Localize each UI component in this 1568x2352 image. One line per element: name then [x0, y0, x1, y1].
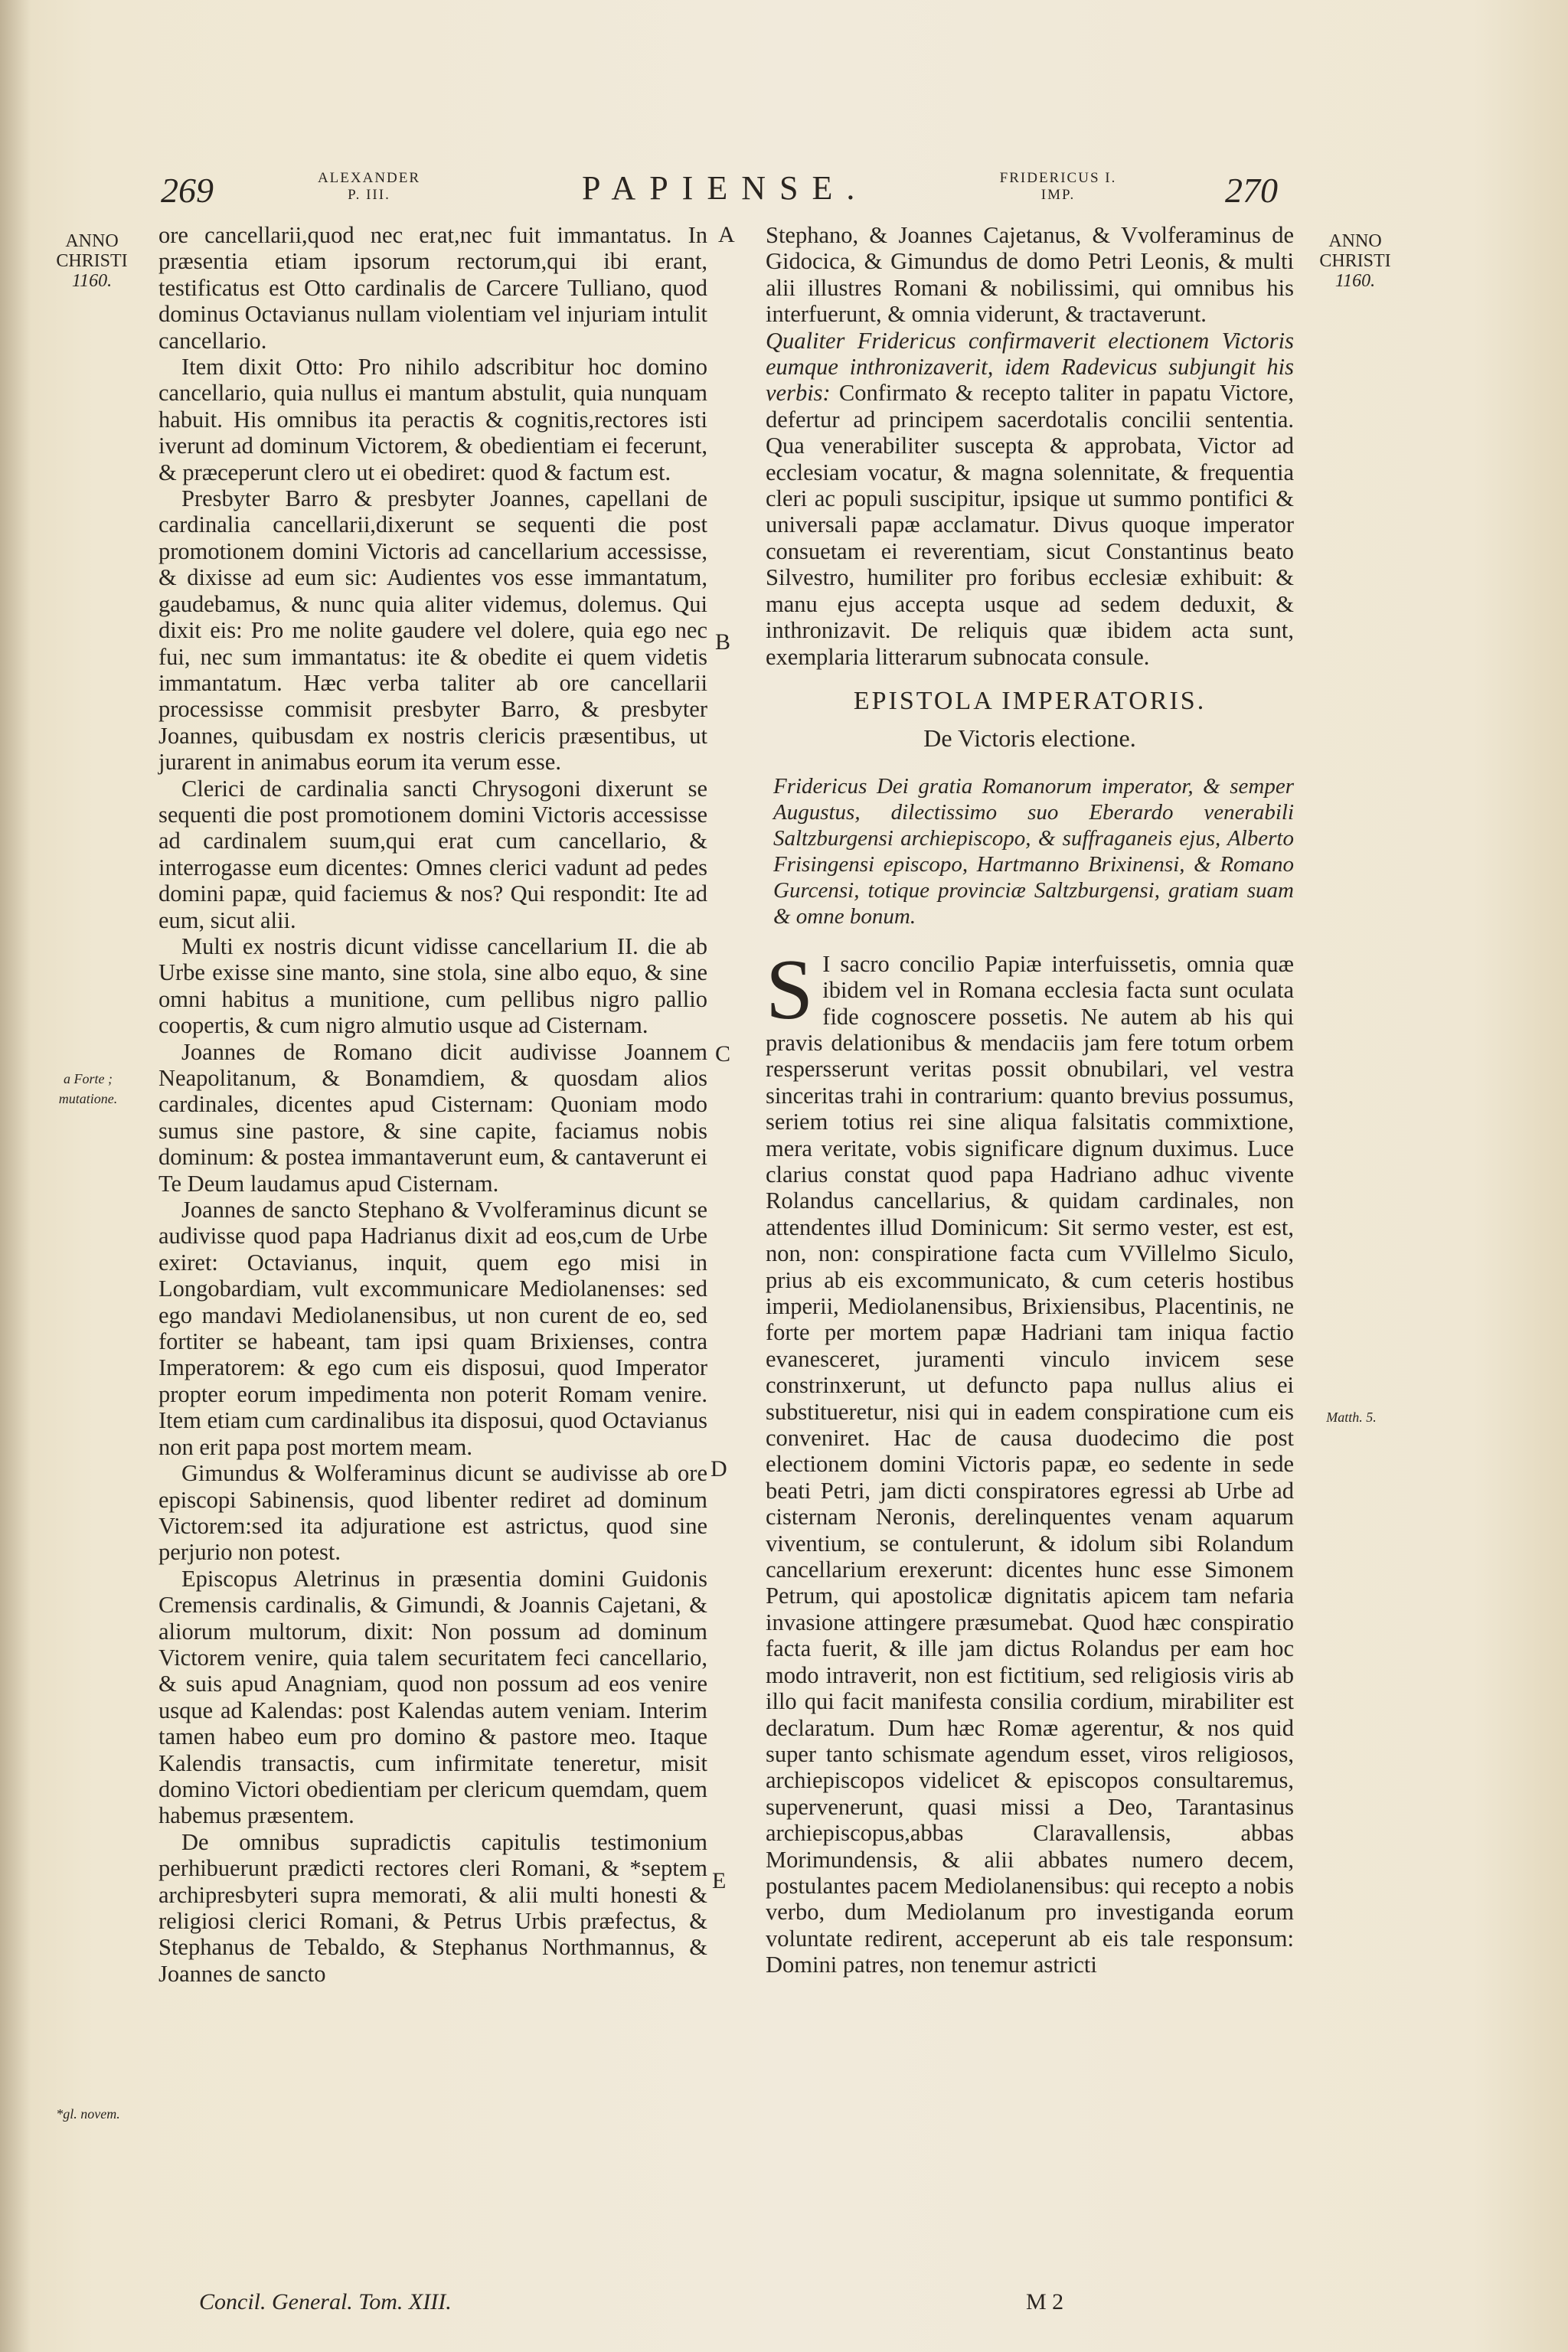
section-marker-b: B — [715, 629, 731, 655]
left-paragraph-9: Episcopus Aletrinus in præsentia domini Guidonis Cremensis cardinalis, & Gimundi, & Joannis Cajetani, & aliorum multorum, dixit: Non possum ad dominum Victorem venire, quia talem securitatem feci cancellario, & suis apud Anagniam, quod non possum ad eos venire usque ad Kalendas: post Kalendas autem veniam. Interim tamen habeo eum pro domino & pastore meo. Itaque Kalendis transactis, cum infirmitate teneretur, misit domino Victori obedientiam per clericum quemdam, quem habemus præsentem. — [158, 1565, 707, 1829]
header-left-line1: ALEXANDER — [317, 170, 421, 186]
margin-year-left-line1: ANNO — [65, 231, 119, 251]
left-paragraph-2: Item dixit Otto: Pro nihilo adscribitur hoc domino cancellario, quia nullus ei mantum abstulit, quia nunquam habuit. His omnibus ita peractis & cognitis,rectores isti iverunt ad dominum Victorem, & obedientiam ei fecerunt, & præceperunt clero ut ei obediret: quod & factum est. — [158, 354, 707, 485]
margin-year-left-line2: CHRISTI — [56, 251, 128, 271]
header-right-line2: IMP. — [1040, 187, 1076, 203]
epistola-subtitle: De Victoris electione. — [923, 724, 1136, 753]
right-intro: Stephano, & Joannes Cajetanus, & Vvolferaminus de Gidocica, & Gimundus de domo Petri Leonis, & multi alii illustres Romani & nobilissimi, qui omnibus his interfuerunt, & omnia viderunt, & tractaverunt. — [766, 222, 1294, 328]
page-number-right: 270 — [1225, 171, 1278, 210]
left-paragraph-5: Multi ex nostris dicunt vidisse cancellarium II. die ab Urbe exisse sine manto, sine stola, sine albo equo, & sine omni habitus a munitione, cum pellibus nigro pallio coopertis, & cum nigro almutio usque ad Cisternam. — [158, 933, 707, 1039]
left-paragraph-4: Clerici de cardinalia sancti Chrysogoni dixerunt se sequenti die post promotionem domini Victoris accessisse ad cardinalem suum,qui erat cum cancellario, & interrogasse eum dicentes: Omnes clerici vadunt ad pedes domini papæ, quid faciemus & nos? Qui respondit: Ite ad eum, sicut alii. — [158, 775, 707, 933]
margin-year-left-line3: 1160. — [71, 271, 113, 291]
page-title: PAPIENSE. — [582, 169, 869, 207]
header-left-line2: P. III. — [348, 187, 390, 203]
margin-year-right-line1: ANNO — [1328, 231, 1382, 251]
header-left-label — [300, 170, 438, 204]
left-paragraph-1: ore cancellarii,quod nec erat,nec fuit immantatus. In præsentia etiam ipsorum rectorum,qui ibi erant, testificatus est Otto cardinalis de Carcere Tulliano, quod dominus Octavianus nullam violentiam vel injuriam intulit cancellario. — [158, 222, 707, 354]
spine-shadow — [0, 0, 31, 2352]
section-marker-e: E — [712, 1868, 727, 1893]
epistola-body — [766, 942, 1294, 1978]
right-column — [766, 222, 1294, 1978]
margin-note-forte — [31, 1069, 145, 1109]
footer-signature-mark: M 2 — [1026, 2289, 1064, 2314]
margin-note-forte-line1: a Forte ; — [64, 1071, 113, 1086]
footer-signature-left: Concil. General. Tom. XIII. — [199, 2289, 452, 2314]
margin-year-left — [38, 231, 145, 291]
header-right-line1: FRIDERICUS I. — [999, 170, 1117, 186]
section-marker-a: A — [718, 222, 735, 247]
left-paragraph-8: Gimundus & Wolferaminus dicunt se audivisse ab ore episcopi Sabinensis, quod libenter rediret ad dominum Victorem:sed ita adjuratione est astrictus, quod sine perjurio non potest. — [158, 1460, 707, 1566]
right-rubric — [766, 328, 1294, 670]
page-number-left: 269 — [161, 171, 214, 210]
margin-note-matth: Matth. 5. — [1326, 1410, 1377, 1425]
header-right-label — [974, 170, 1142, 204]
left-paragraph-10: De omnibus supradictis capitulis testimonium perhibuerunt prædicti rectores cleri Romani, & *septem archipresbyteri supra memorati, & alii multi honesti & religiosi clerici Romani, & Petrus Urbis præfectus, & Stephanus de Tebaldo, & Stephanus Northmannus, & Joannes de sancto — [158, 1828, 707, 1987]
right-rubric-italic: Qualiter Fridericus confirmaverit electionem Victoris eumque inthronizaverit, idem Radevicus subjungit his verbis: — [766, 327, 1294, 407]
left-paragraph-7: Joannes de sancto Stephano & Vvolferaminus dicunt se audivisse quod papa Hadrianus dixit ad eos,cum de Urbe exiret: Octavianus, inquit, quem ego misi in Longobardiam, vult excommunicare Mediolanenses: sed ego mandavi Mediolanensibus, ut non curent de eo, sed fortiter se habeant, tam ipsi quam Brixienses, contra Imperatorem: & ego cum eis disposui, quod Imperator propter eorum impedimenta non poterit Romam venire. Item etiam cum cardinalibus ita disposui, quod Octavianus non erit papa post mortem meam. — [158, 1197, 707, 1460]
epistola-title: EPISTOLA IMPERATORIS. — [853, 686, 1207, 715]
section-marker-d: D — [710, 1456, 727, 1481]
margin-note-forte-line2: mutatione. — [58, 1091, 118, 1106]
running-header — [0, 162, 1568, 208]
right-rubric-text: Confirmato & recepto taliter in papatu Victore, defertur ad principem sacerdotalis concilii sententia. Qua venerabiliter suscepta & approbata, Victor ad ecclesiam vocatur, & magna solennitate, & frequentia cleri ac populi suscipitur, ipsique ut summo pontifici & universali papæ acclamatur. Divus quoque imperator consuetam ei reverentiam, sicut Constantinus beato Silvestro, humiliter pro foribus ecclesiæ exhibuit: & manu ejus accepta usque ad sedem deduxit, & inthronizavit. De reliquis quæ ibidem acta sunt, exemplaria litterarum subnocata consule. — [766, 380, 1295, 670]
drop-cap: S — [766, 942, 814, 1037]
margin-year-right — [1302, 231, 1409, 291]
left-paragraph-3: Presbyter Barro & presbyter Joannes, capellani de cardinalia cancellarii,dixerunt se sequenti die post promotionem domini Victoris ad cancellarium accessisse, & dixisse ad eum sic: Audientes vos esse immantatum, gaudebamus, & nunc quia aliter videmus, dolemus. Qui dixit eis: Pro me nolite gaudere vel dolere, quia ego nec fui, nec sum immantatus: ite & obedite ei quem videtis immantatum. Hæc verba taliter ab ore cancellarii processisse commisit presbyter Barro, & presbyter Joannes, quibusdam ex nostris clericis præsentibus, ut jurarent in animabus eorum ita verum esse. — [158, 485, 707, 776]
left-paragraph-6: Joannes de Romano dicit audivisse Joannem Neapolitanum, & Bonamdiem, & quosdam alios cardinales, dicentes apud Cisternam: Quoniam modo sumus sine pastore, & sine capite, faciamus nobis dominum: & postea immantaverunt eum, & cantaverunt ei Te Deum laudamus apud Cisternam. — [158, 1038, 707, 1197]
left-column — [158, 222, 707, 1987]
epistola-inscription: Fridericus Dei gratia Romanorum imperator, & semper Augustus, dilectissimo suo Eberardo venerabili Saltzburgensi archiepiscopo, & suffraganeis ejus, Alberto Frisingensi episcopo, Hartmanno Brixinensi, & Romano Gurcensi, totique provinciæ Saltzburgensi, gratiam suam & omne bonum. — [773, 773, 1294, 929]
epistola-body-text: I sacro concilio Papiæ interfuissetis, omnia quæ ibidem vel in Romana ecclesia facta sunt oculata fide cognoscere possetis. Ne autem ab his qui pravis delationibus & mendaciis jam fere totum orbem respersserunt veritas possit obnubilari, vel vestra sinceritas trahi in contrarium: quanto brevius possumus, seriem totius rei sine aliqua falsitatis commixtione, mera veritate, vobis significare dignum duximus. Luce clarius constat quod papa Hadriano adhuc vivente Rolandus cancellarius, & quidam cardinales, non attendentes illud Dominicum: Sit sermo vester, est est, non, non: conspiratione facta cum VVillelmo Siculo, prius ab eis excommunicato, & cum ceteris hostibus imperii, Mediolanensibus, Brixiensibus, Placentinis, ne forte per mortem papæ Hadriani tam iniqua factio evanesceret, juramenti vinculo invicem sese constrinxerunt, ut defuncto papa nullus alius ei substitueretur, nisi qui in eadem conspiratione cum eis conveniret. Hac de causa duodecimo die post electionem domini Victoris papæ, eo sedente in sede beati Petri, jam dicti conspiratores egressi ab Urbe ad cisternam Neronis, derelinquentes venam aquarum viventium, se contulerunt, & idolum sibi Rolandum cancellarium erexerunt: dicentes hunc esse Simonem Petrum, qui apostolicæ dignitatis apicem tam nefaria invasione attingere præsumebat. Quod hæc conspiratio facta fuerit, & ille jam dictus Rolandus per eam hoc modo intraverit, non est fictitium, sed religiosis viris ab illo qui facit manifesta consilia cordium, mirabiliter est declaratum. Dum hæc Romæ agerentur, & nos quid super tanto schismate agendum esset, viros religiosos, archiepiscopos videlicet & episcopos consultaremus, supervenerunt, quasi missi a Deo, Tarantasinus archiepiscopus,abbas Claravallensis, abbas Morimundensis, & alii abbates numero decem, postulantes pacem Mediolanensibus: qui recepto a nobis verbo, dum Mediolanum pro investiganda eorum voluntate redirent, acceperunt ab eis tale responsum: Domini patres, non tenemur astricti — [766, 950, 1294, 1978]
margin-note-gl: *gl. novem. — [56, 2106, 120, 2122]
margin-year-right-line3: 1160. — [1334, 271, 1376, 291]
margin-year-right-line2: CHRISTI — [1319, 251, 1391, 271]
section-marker-c: C — [715, 1041, 731, 1067]
